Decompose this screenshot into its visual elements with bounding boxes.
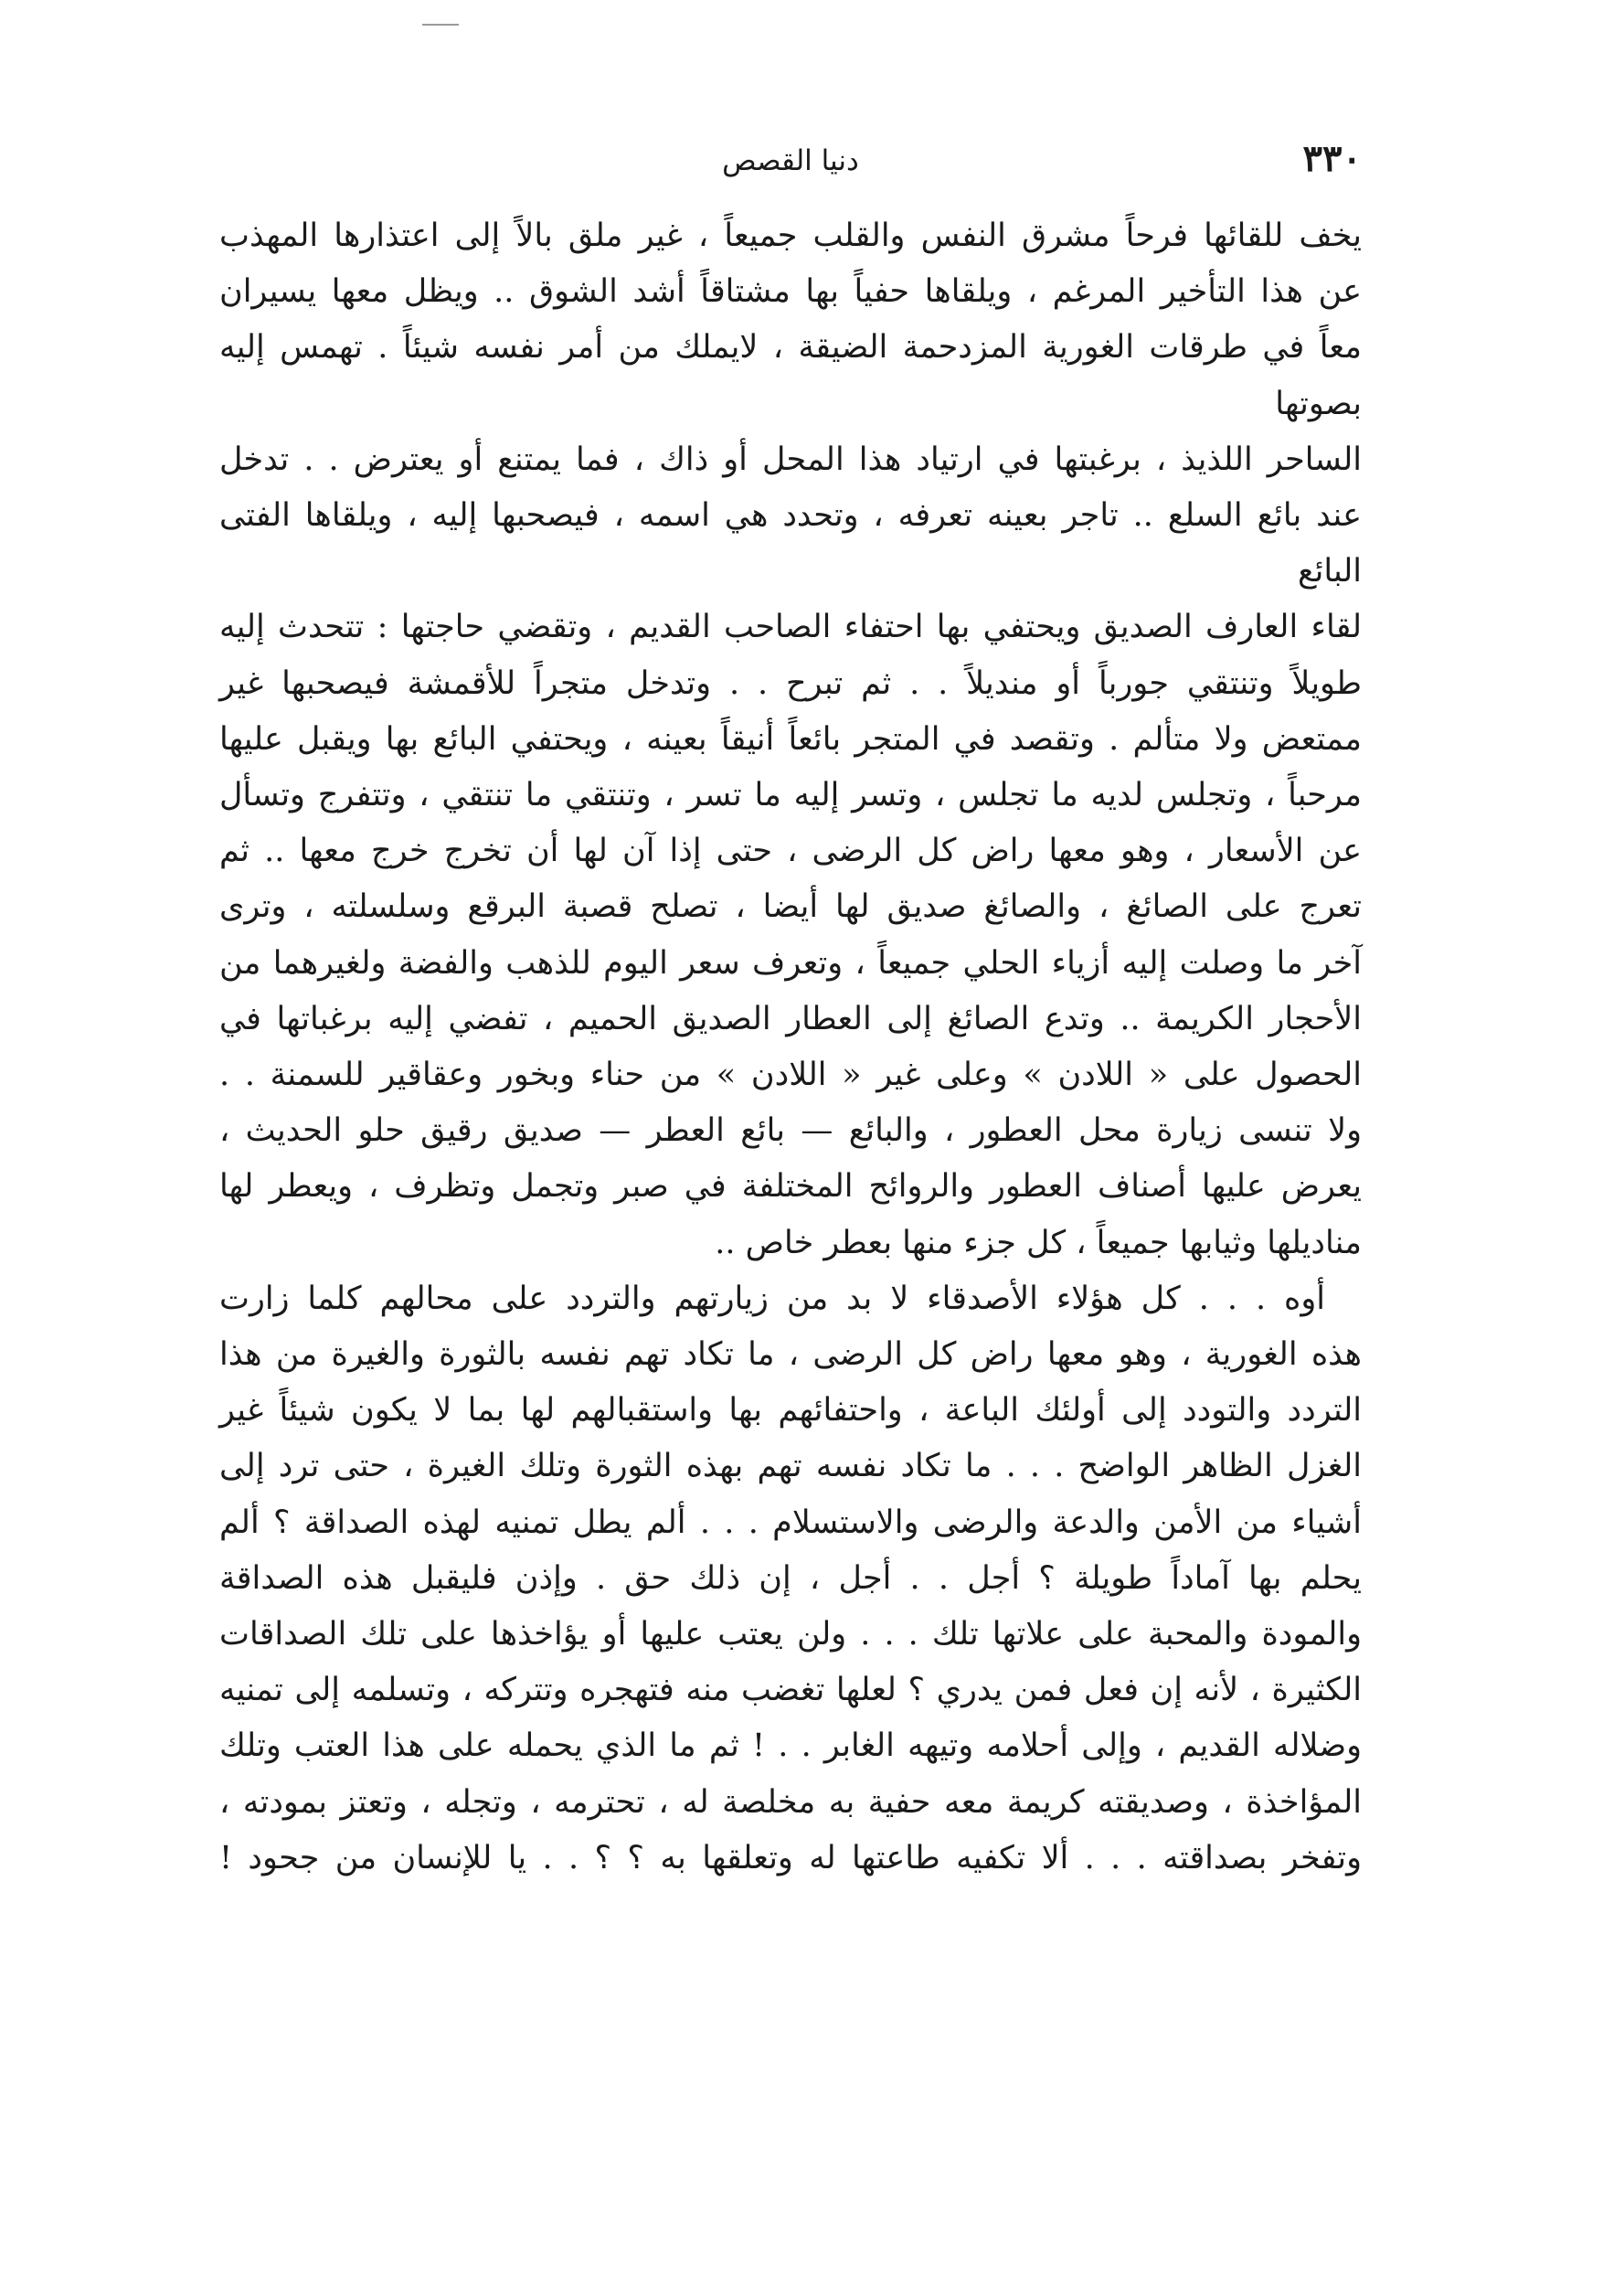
text-line: التردد والتودد إلى أولئك الباعة ، واحتفائهم بها واستقبالهم لها بما لا يكون شيئاً غير [219,1392,1362,1430]
text-line: الأحجار الكريمة .. وتدع الصائغ إلى العطار الصديق الحميم ، تفضي إليه برغباتها في [219,1000,1362,1037]
text-line: وتفخر بصداقته . . . ألا تكفيه طاعتها له وتعلقها به ؟ ؟ . . يا للإنسان من جحود ! [219,1839,1362,1876]
text-line: عند بائع السلع .. تاجر بعينه تعرفه ، وتحدد هي اسمه ، فيصحبها إليه ، ويلقاها الفتى البائع [219,497,1362,590]
page-number: ٣٣٠ [1302,137,1362,180]
text-line: عن هذا التأخير المرغم ، ويلقاها حفياً بها مشتاقاً أشد الشوق .. ويظل معها يسيران [219,273,1362,311]
text-line: وضلاله القديم ، وإلى أحلامه وتيهه الغابر . . ! ثم ما الذي يحمله على هذا العتب وتلك [219,1727,1362,1765]
text-line: آخر ما وصلت إليه أزياء الحلي جميعاً ، وتعرف سعر اليوم للذهب والفضة ولغيرهما من [219,944,1362,982]
body-text [219,208,1362,1887]
running-head [219,137,1362,192]
book-title: دنيا القصص [722,144,859,177]
text-line: ممتعض ولا متألم . وتقصد في المتجر بائعاً أنيقاً بعينه ، ويحتفي البائع بها ويقبل عليها [219,720,1362,758]
text-line: مناديلها وثيابها جميعاً ، كل جزء منها بعطر خاص .. [715,1224,1362,1261]
text-line: الغزل الظاهر الواضح . . . ما تكاد نفسه تهم بهذه الثورة وتلك الغيرة ، حتى ترد إلى [219,1448,1362,1485]
text-line: ولا تنسى زيارة محل العطور ، والبائع — بائع العطر — صديق رقيق حلو الحديث ، [219,1112,1362,1150]
text-line: يحلم بها آماداً طويلة ؟ أجل . . أجل ، إن ذلك حق . وإذن فليقبل هذه الصداقة [219,1559,1362,1597]
scan-mark [422,24,459,26]
text-line: يخف للقائها فرحاً مشرق النفس والقلب جميعاً ، غير ملق بالاً إلى اعتذارها المهذب [219,218,1362,254]
text-line: طويلاً وتنتقي جورباً أو منديلاً . . ثم تبرح . . وتدخل متجراً للأقمشة فيصحبها غير [219,664,1362,702]
text-line: تعرج على الصائغ ، والصائغ صديق لها أيضا ، تصلح قصبة البرقع وسلسلته ، وترى [219,888,1362,926]
text-line: الحصول على « اللادن » وعلى غير « اللادن » من حناء وبخور وعقاقير للسمنة . . [219,1057,1362,1094]
text-line: المؤاخذة ، وصديقته كريمة معه حفية به مخلصة له ، تحترمه ، وتجله ، وتعتز بمودته ، [219,1783,1362,1821]
text-line: مرحباً ، وتجلس لديه ما تجلس ، وتسر إليه ما تسر ، وتنتقي ما تنتقي ، وتتفرج وتسأل [219,777,1362,814]
text-line: عن الأسعار ، وهو معها راض كل الرضى ، حتى إذا آن لها أن تخرج خرج معها .. ثم [219,833,1362,870]
text-line: يعرض عليها أصناف العطور والروائح المختلفة في صبر وتجمل وتظرف ، ويعطر لها [219,1168,1362,1206]
text-line: أشياء من الأمن والدعة والرضى والاستسلام . . . ألم يطل تمنيه لهذه الصداقة ؟ ألم [219,1504,1362,1541]
text-line: معاً في طرقات الغورية المزدحمة الضيقة ، لايملك من أمر نفسه شيئاً . تهمس إليه بصوتها [219,329,1362,422]
text-line: أوه . . . كل هؤلاء الأصدقاء لا بد من زيارتهم والتردد على محالهم كلما زارت [219,1280,1325,1317]
text-line: الكثيرة ، لأنه إن فعل فمن يدري ؟ لعلها تغضب منه فتهجره وتتركه ، وتسلمه إلى تمنيه [219,1672,1362,1709]
text-line: لقاء العارف الصديق ويحتفي بها احتفاء الصاحب القديم ، وتقضي حاجتها : تتحدث إليه [219,609,1362,646]
text-line: والمودة والمحبة على علاتها تلك . . . ولن يعتب عليها أو يؤاخذها على تلك الصداقات [219,1616,1362,1653]
text-line: الساحر اللذيذ ، برغبتها في ارتياد هذا المحل أو ذاك ، فما يمتنع أو يعترض . . تدخل [219,441,1362,478]
text-line: هذه الغورية ، وهو معها راض كل الرضى ، ما تكاد تهم نفسه بالثورة والغيرة من هذا [219,1336,1362,1374]
